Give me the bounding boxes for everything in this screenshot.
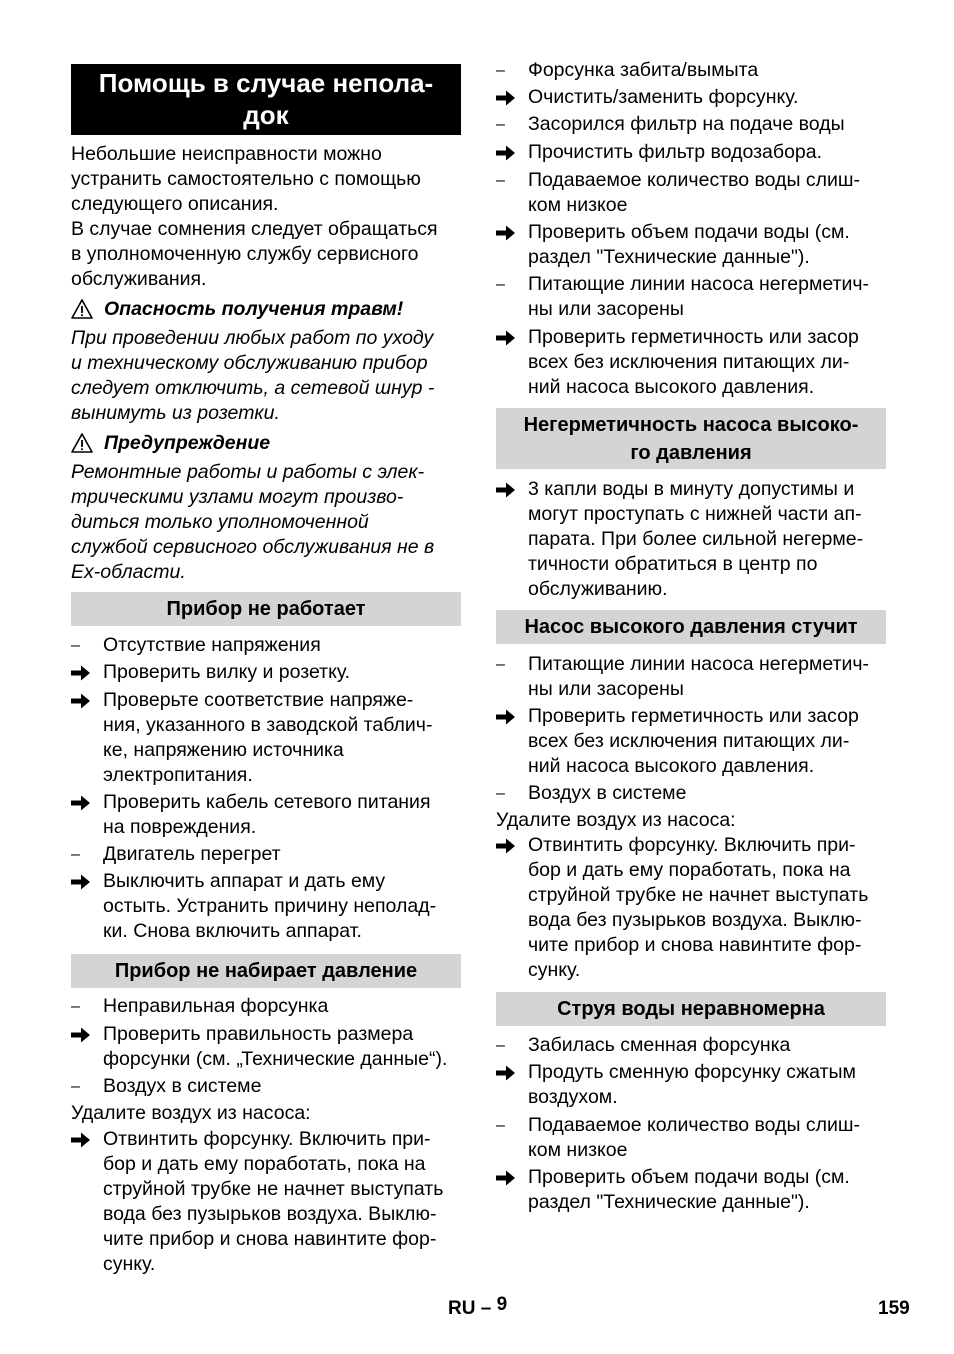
warning-text-line: трическими узлами могут произво- xyxy=(71,486,404,508)
warning-text-line: службой сервисного обслуживания не в xyxy=(71,536,435,558)
cause-line: Неправильная форсунка xyxy=(103,995,329,1017)
footer-lang: RU xyxy=(448,1298,476,1319)
remedy-line: ния, указанного в заводской таблич- xyxy=(103,714,433,736)
danger-text-line: и техническому обслуживанию прибор xyxy=(71,352,428,374)
remedy-line: струйной трубке не начнет выступать xyxy=(103,1178,444,1200)
arrow-right-icon xyxy=(496,220,520,241)
remedy-line: остыть. Устранить причину неполад- xyxy=(103,895,437,917)
dash-marker: – xyxy=(71,998,80,1015)
dash-marker: – xyxy=(496,785,505,802)
remedy-line: парата. При более сильной негерме- xyxy=(528,528,864,550)
remedy-line: бор и дать ему поработать, пока на xyxy=(528,859,851,881)
intro-line: В случае сомнения следует обращаться xyxy=(71,218,438,240)
remedy-line: Отвинтить форсунку. Включить при- xyxy=(528,834,856,856)
cause-line: Подаваемое количество воды слиш- xyxy=(528,1114,861,1136)
arrow-right-icon xyxy=(71,688,95,709)
remedy-line: раздел "Технические данные"). xyxy=(528,1191,810,1213)
section-heading xyxy=(496,408,886,469)
remedy-line: на повреждения. xyxy=(103,816,257,838)
arrow-right-icon xyxy=(71,660,95,681)
remedy-line: чите прибор и снова навинтите фор- xyxy=(103,1228,437,1250)
footer-sub: 9 xyxy=(496,1294,508,1315)
remedy-line: Отвинтить форсунку. Включить при- xyxy=(103,1128,431,1150)
remedy-line: Выключить аппарат и дать ему xyxy=(103,870,386,892)
remedy-line: Проверить вилку и розетку. xyxy=(103,661,351,683)
warning-triangle-icon xyxy=(71,432,93,454)
remedy-line: Проверить правильность размера xyxy=(103,1023,414,1045)
danger-label: Опасность получения травм! xyxy=(104,298,404,320)
remedy-line: ке, напряжению источника xyxy=(103,739,344,761)
remedy-line: Очистить/заменить форсунку. xyxy=(528,86,799,108)
remedy-line: электропитания. xyxy=(103,764,253,786)
dash-marker: – xyxy=(496,62,505,79)
danger-text-line: При проведении любых работ по уходу xyxy=(71,327,434,349)
remedy-line: вода без пузырьков воздуха. Выклю- xyxy=(103,1203,437,1225)
remedy-line: Проверить объем подачи воды (см. xyxy=(528,221,850,243)
section-heading-text: Насос высокого давления стучит xyxy=(524,616,858,638)
arrow-right-icon xyxy=(496,85,520,106)
remedy-line: струйной трубке не начнет выступать xyxy=(528,884,869,906)
remedy-line: Прочистить фильтр водозабора. xyxy=(528,141,823,163)
section-heading xyxy=(496,992,886,1026)
arrow-right-icon xyxy=(496,1165,520,1186)
dash-marker: – xyxy=(71,637,80,654)
remedy-line: Проверьте соответствие напряже- xyxy=(103,689,414,711)
cause-line: ны или засорены xyxy=(528,298,684,320)
dash-marker: – xyxy=(496,116,505,133)
instruction-line: Удалите воздух из насоса: xyxy=(496,809,736,831)
intro-line: устранить самостоятельно с помощью xyxy=(71,168,421,190)
section-heading-text: Прибор не работает xyxy=(166,598,366,620)
remedy-line: Проверить кабель сетевого питания xyxy=(103,791,431,813)
cause-line: Отсутствие напряжения xyxy=(103,634,321,656)
warning-triangle-icon xyxy=(71,298,93,320)
section-heading xyxy=(71,954,461,988)
remedy-line: обслуживанию. xyxy=(528,578,668,600)
intro-line: Небольшие неисправности можно xyxy=(71,143,382,165)
section-heading-text: Струя воды неравномерна xyxy=(557,998,825,1020)
dash-marker: – xyxy=(496,1037,505,1054)
arrow-right-icon xyxy=(496,833,520,854)
arrow-right-icon xyxy=(71,790,95,811)
page-number: 159 xyxy=(878,1298,910,1319)
remedy-line: сунку. xyxy=(103,1253,156,1275)
remedy-line: 3 капли воды в минуту допустимы и xyxy=(528,478,855,500)
cause-line: Забилась сменная форсунка xyxy=(528,1034,791,1056)
danger-text-line: вынимуть из розетки. xyxy=(71,402,280,424)
cause-line: ком низкое xyxy=(528,1139,628,1161)
dash-marker: – xyxy=(496,1117,505,1134)
footer-sep: – xyxy=(480,1298,492,1319)
dash-marker: – xyxy=(496,276,505,293)
section-heading-text: Прибор не набирает давление xyxy=(114,960,418,982)
cause-line: Воздух в системе xyxy=(528,782,687,804)
remedy-line: раздел "Технические данные"). xyxy=(528,246,810,268)
remedy-line: ки. Снова включить аппарат. xyxy=(103,920,362,942)
cause-line: Питающие линии насоса негерметич- xyxy=(528,653,870,675)
arrow-right-icon xyxy=(496,704,520,725)
remedy-line: Проверить объем подачи воды (см. xyxy=(528,1166,850,1188)
section-heading-text: го давления xyxy=(630,442,752,464)
dash-marker: – xyxy=(496,656,505,673)
arrow-right-icon xyxy=(496,325,520,346)
section-heading-text: Негерметичность насоса высоко- xyxy=(523,414,859,436)
intro-line: в уполномоченную службу сервисного xyxy=(71,243,419,265)
warning-text-line: Ремонтные работы и работы с элек- xyxy=(71,461,425,483)
section-heading xyxy=(71,592,461,626)
remedy-line: Проверить герметичность или засор xyxy=(528,705,859,727)
remedy-line: вода без пузырьков воздуха. Выклю- xyxy=(528,909,862,931)
warning-text-line: диться только уполномоченной xyxy=(71,511,369,533)
page-title xyxy=(71,64,461,135)
cause-line: ком низкое xyxy=(528,194,628,216)
remedy-line: Продуть сменную форсунку сжатым xyxy=(528,1061,856,1083)
cause-line: Воздух в системе xyxy=(103,1075,262,1097)
remedy-line: могут проступать с нижней части ап- xyxy=(528,503,862,525)
remedy-line: чите прибор и снова навинтите фор- xyxy=(528,934,862,956)
intro-line: следующего описания. xyxy=(71,193,279,215)
page-title-line: Помощь в случае непола- xyxy=(98,68,434,98)
warning-text-line: Ex-области. xyxy=(71,561,186,583)
instruction-line: Удалите воздух из насоса: xyxy=(71,1102,311,1124)
remedy-line: бор и дать ему поработать, пока на xyxy=(103,1153,426,1175)
remedy-line: ний насоса высокого давления. xyxy=(528,376,815,398)
remedy-line: воздухом. xyxy=(528,1086,618,1108)
remedy-line: всех без исключения питающих ли- xyxy=(528,351,850,373)
remedy-line: сунку. xyxy=(528,959,581,981)
arrow-right-icon xyxy=(71,1127,95,1148)
dash-marker: – xyxy=(71,846,80,863)
danger-text-line: следует отключить, а сетевой шнур - xyxy=(71,377,435,399)
cause-line: Форсунка забита/вымыта xyxy=(528,59,759,81)
page-footer-lang xyxy=(448,1294,508,1320)
arrow-right-icon xyxy=(496,477,520,498)
cause-line: Подаваемое количество воды слиш- xyxy=(528,169,861,191)
cause-line: Двигатель перегрет xyxy=(103,843,281,865)
dash-marker: – xyxy=(496,172,505,189)
remedy-line: Проверить герметичность или засор xyxy=(528,326,859,348)
arrow-right-icon xyxy=(71,1022,95,1043)
arrow-right-icon xyxy=(496,140,520,161)
remedy-line: форсунки (см. „Технические данные“). xyxy=(103,1048,448,1070)
intro-line: обслуживания. xyxy=(71,268,207,290)
remedy-line: всех без исключения питающих ли- xyxy=(528,730,850,752)
arrow-right-icon xyxy=(496,1060,520,1081)
cause-line: Питающие линии насоса негерметич- xyxy=(528,273,870,295)
warning-label: Предупреждение xyxy=(104,432,271,454)
remedy-line: тичности обратиться в центр по xyxy=(528,553,818,575)
section-heading xyxy=(496,610,886,644)
cause-line: ны или засорены xyxy=(528,678,684,700)
page-title-line: док xyxy=(243,100,289,130)
dash-marker: – xyxy=(71,1078,80,1095)
arrow-right-icon xyxy=(71,869,95,890)
cause-line: Засорился фильтр на подаче воды xyxy=(528,113,845,135)
remedy-line: ний насоса высокого давления. xyxy=(528,755,815,777)
